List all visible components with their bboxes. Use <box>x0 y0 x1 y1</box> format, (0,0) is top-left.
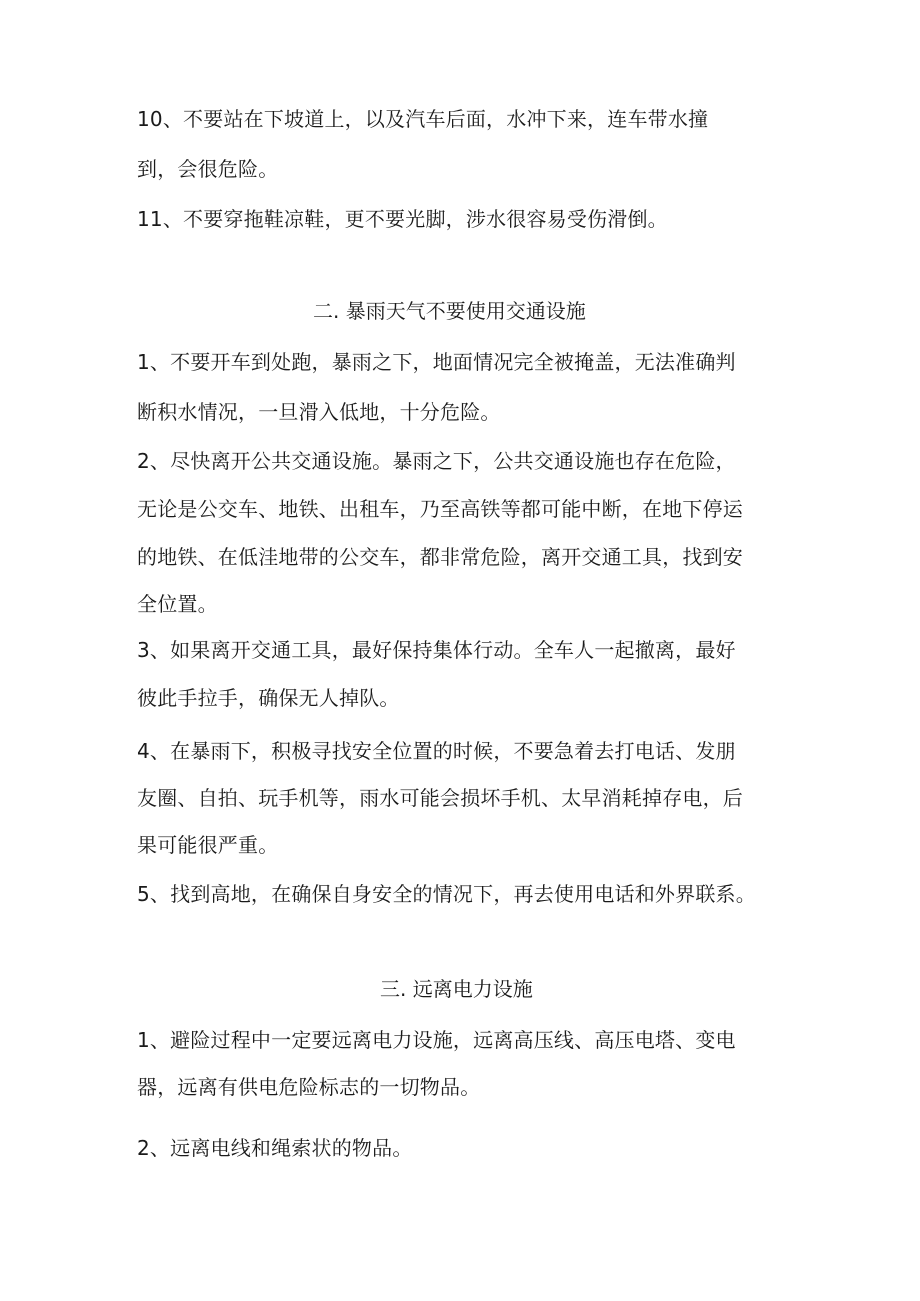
section2-item-3-line-1: 3、如果离开交通工具，最好保持集体行动。全车人一起撤离，最好 <box>137 638 736 662</box>
item-11-line-1: 11、不要穿拖鞋凉鞋，更不要光脚，涉水很容易受伤滑倒。 <box>137 207 668 231</box>
item-10-line-1: 10、不要站在下坡道上，以及汽车后面，水冲下来，连车带水撞 <box>137 107 709 131</box>
section2-item-2-line-2: 无论是公交车、地铁、出租车，乃至高铁等都可能中断，在地下停运 <box>137 497 743 521</box>
section3-item-1-line-1: 1、避险过程中一定要远离电力设施，远离高压线、高压电塔、变电 <box>137 1028 736 1052</box>
section2-item-2-line-4: 全位置。 <box>137 592 218 616</box>
section2-item-3-line-2: 彼此手拉手，确保无人掉队。 <box>137 686 400 710</box>
section3-item-1-line-2: 器，远离有供电危险标志的一切物品。 <box>137 1075 481 1099</box>
section2-item-4-line-3: 果可能很严重。 <box>137 833 279 857</box>
section2-item-4-line-2: 友圈、自拍、玩手机等，雨水可能会损坏手机、太早消耗掉存电，后 <box>137 786 743 810</box>
section2-item-2-line-3: 的地铁、在低洼地带的公交车，都非常危险，离开交通工具，找到安 <box>137 545 743 569</box>
section-heading-3: 三. 远离电力设施 <box>380 977 533 1001</box>
section2-item-2-line-1: 2、尽快离开公共交通设施。暴雨之下，公共交通设施也存在危险， <box>137 449 736 473</box>
section-heading-2: 二. 暴雨天气不要使用交通设施 <box>313 299 586 323</box>
item-10-line-2: 到，会很危险。 <box>137 157 279 181</box>
section2-item-1-line-1: 1、不要开车到处跑，暴雨之下，地面情况完全被掩盖，无法准确判 <box>137 350 736 374</box>
section2-item-1-line-2: 断积水情况，一旦滑入低地，十分危险。 <box>137 400 501 424</box>
section2-item-5-line-1: 5、找到高地，在确保自身安全的情况下，再去使用电话和外界联系。 <box>137 882 756 906</box>
section2-item-4-line-1: 4、在暴雨下，积极寻找安全位置的时候，不要急着去打电话、发朋 <box>137 739 736 763</box>
section3-item-2-line-1: 2、远离电线和绳索状的物品。 <box>137 1136 413 1160</box>
